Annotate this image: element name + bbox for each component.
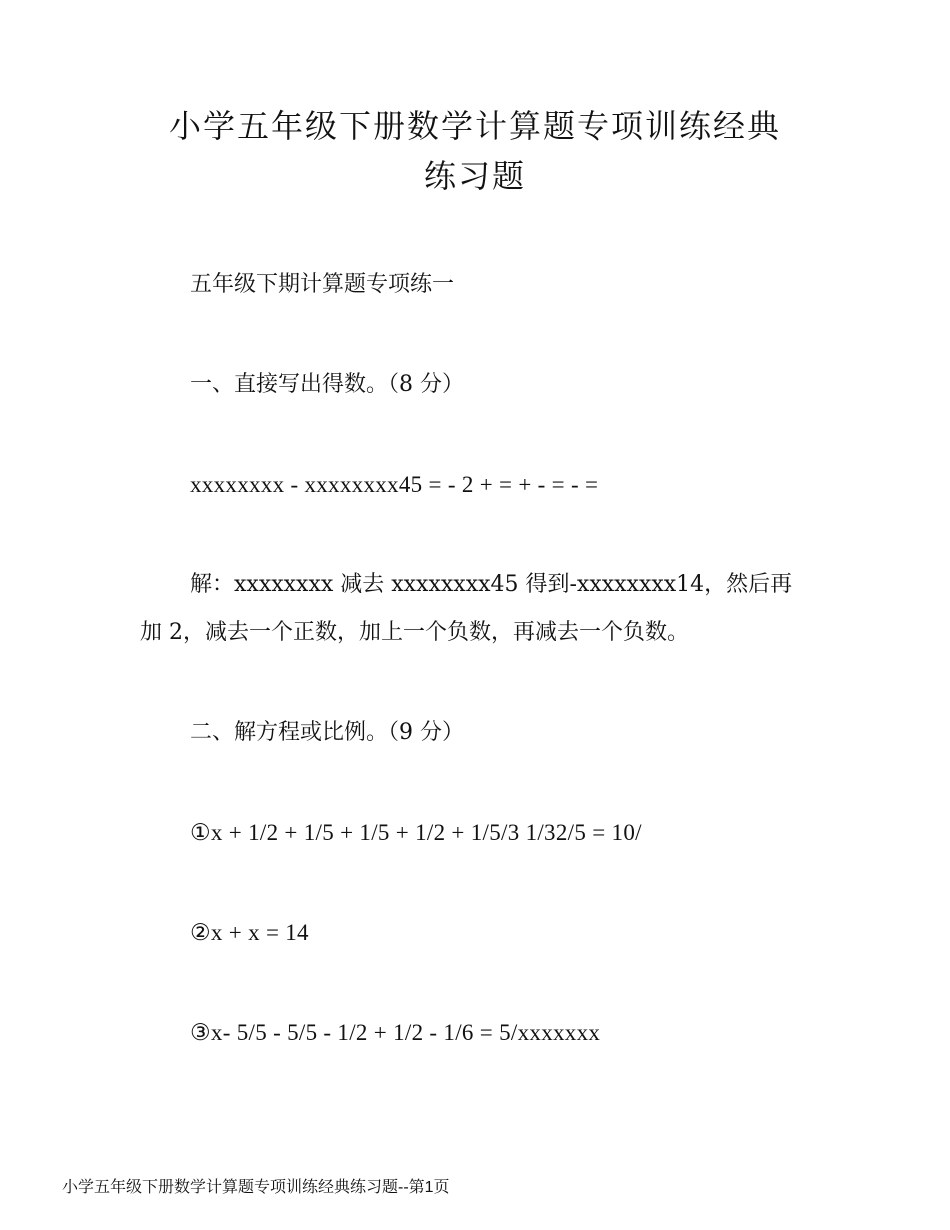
exercise-subtitle: 五年级下期计算题专项练一: [190, 272, 455, 297]
solution-line1: 解：xxxxxxxx 减去 xxxxxxxx45 得到-xxxxxxxx14，然后再: [190, 572, 793, 597]
solution-line2: 加 2，减去一个正数，加上一个负数，再减去一个负数。: [140, 620, 689, 645]
equation-3: ③x- 5/5 - 5/5 - 1/2 + 1/2 - 1/6 = 5/xxxxxxx: [190, 1020, 601, 1045]
equation-1: ①x + 1/2 + 1/5 + 1/5 + 1/2 + 1/5/3 1/32/5 = 10/: [190, 820, 642, 845]
section1-heading: 一、直接写出得数。（8 分）: [190, 372, 464, 397]
document-title-line2: 练习题: [423, 157, 526, 195]
page-footer: 小学五年级下册数学计算题专项训练经典练习题--第1页: [62, 1179, 450, 1196]
document-title-line1: 小学五年级下册数学计算题专项训练经典: [168, 107, 781, 145]
expression-line: xxxxxxxx - xxxxxxxx45 = - 2 + = + - = - =: [190, 472, 599, 497]
equation-2: ②x + x = 14: [190, 920, 309, 945]
section2-heading: 二、解方程或比例。（9 分）: [190, 720, 464, 745]
